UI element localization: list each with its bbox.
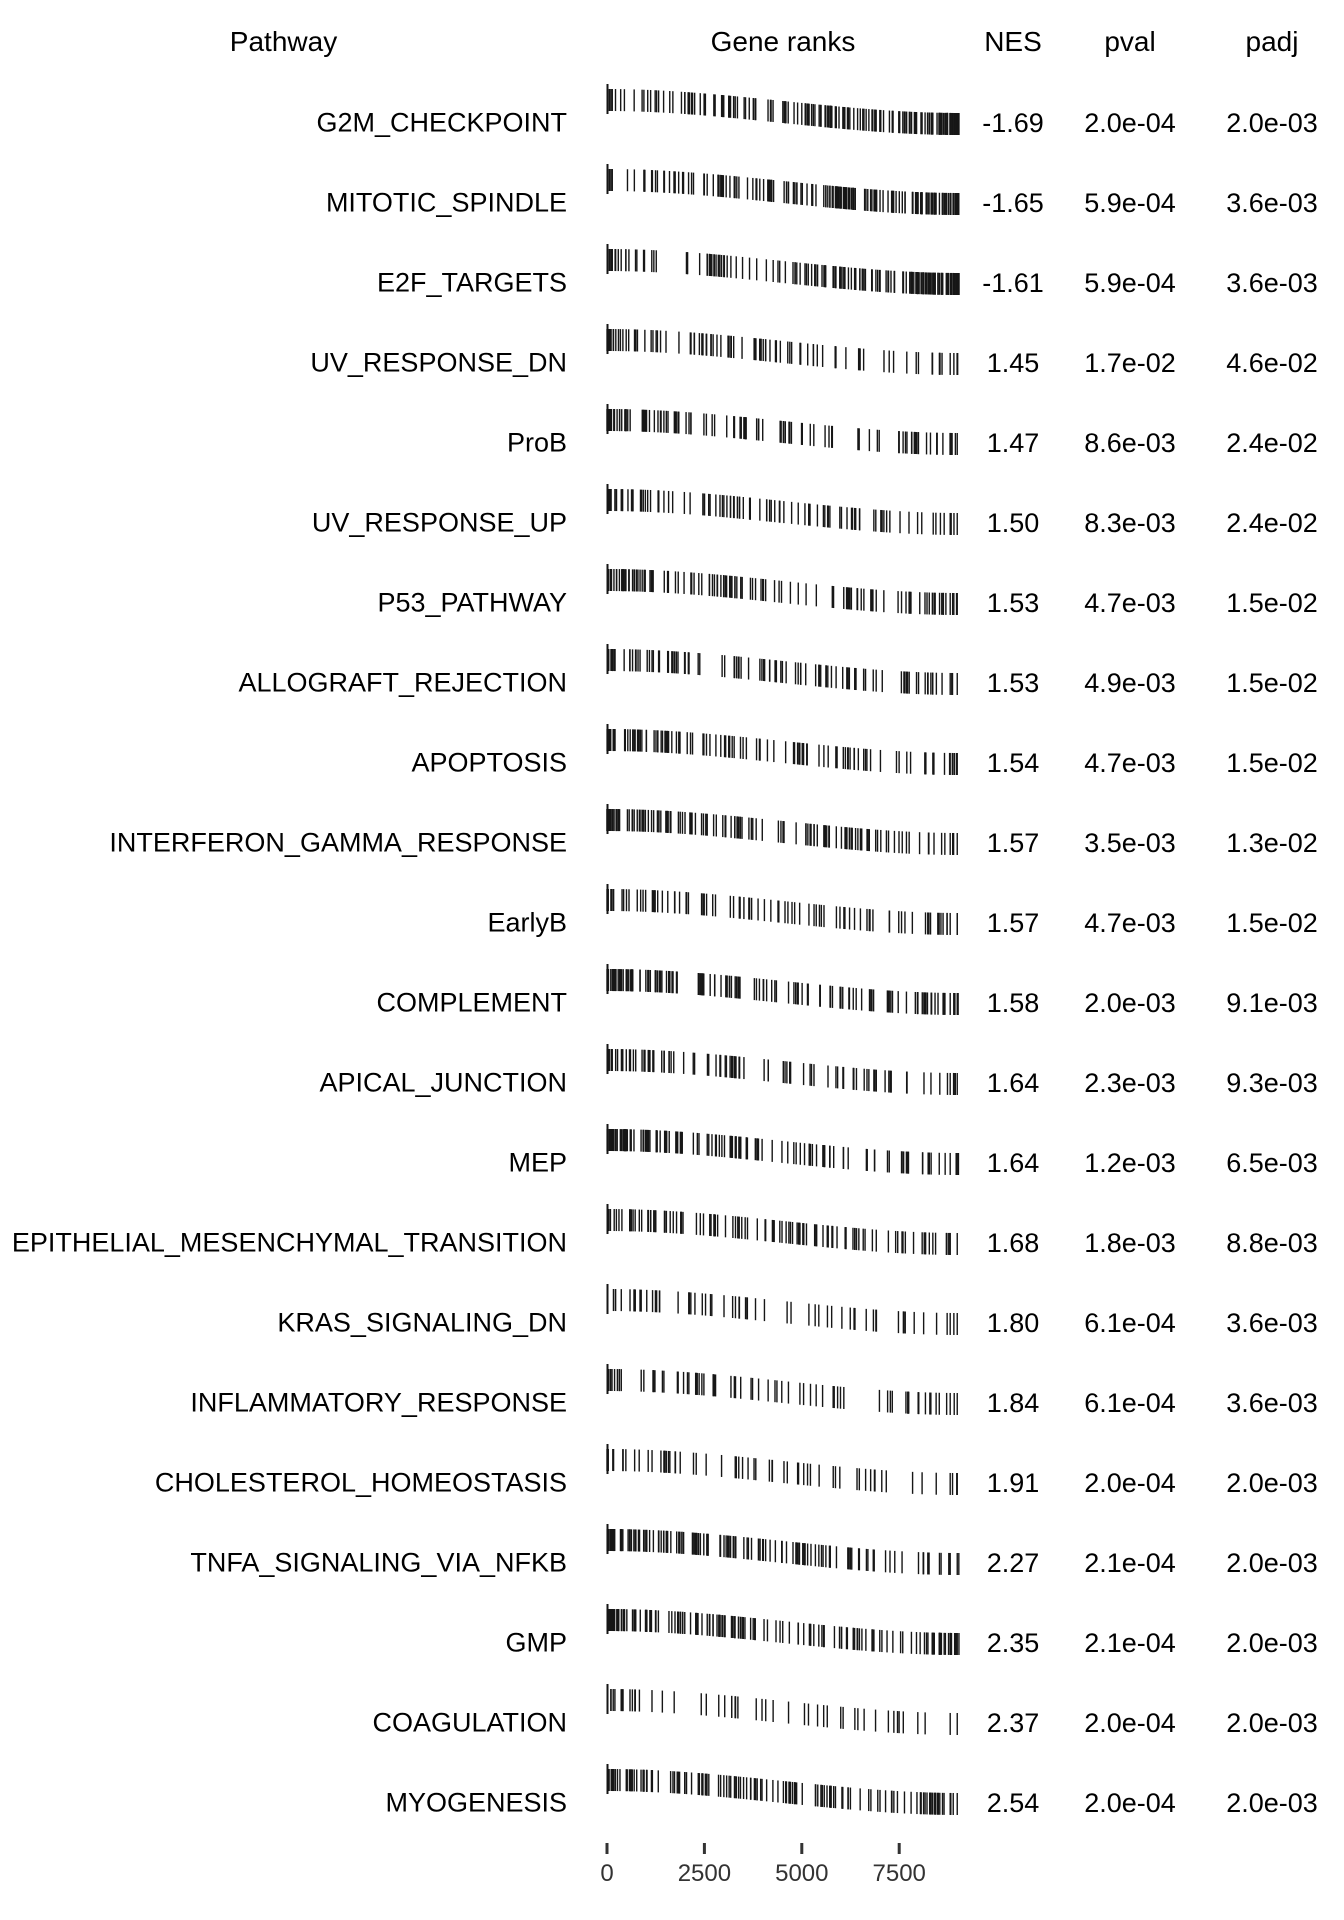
pathway-cell xyxy=(0,1363,567,1443)
gene-ranks-cell xyxy=(600,643,966,723)
padj-value: 1.5e-02 xyxy=(1226,587,1318,618)
gene-ranks-barcode xyxy=(600,1283,966,1363)
pval-value: 2.0e-04 xyxy=(1084,1707,1176,1738)
pval-value: 1.2e-03 xyxy=(1084,1147,1176,1178)
gene-ranks-barcode xyxy=(600,563,966,643)
padj-value: 2.0e-03 xyxy=(1226,1627,1318,1658)
gene-ranks-cell xyxy=(600,723,966,803)
gene-ranks-barcode xyxy=(600,483,966,563)
pathway-cell xyxy=(0,963,567,1043)
gene-ranks-barcode xyxy=(600,723,966,803)
pathway-cell xyxy=(0,563,567,643)
pathway-label: EarlyB xyxy=(487,907,567,938)
table-row xyxy=(0,803,1344,883)
pathway-cell xyxy=(0,163,567,243)
nes-value: 1.80 xyxy=(986,1307,1040,1338)
pval-value: 8.6e-03 xyxy=(1084,427,1176,458)
nes-value: 1.47 xyxy=(986,427,1040,458)
table-row xyxy=(0,1443,1344,1523)
table-row xyxy=(0,403,1344,483)
table-row xyxy=(0,723,1344,803)
padj-value: 8.8e-03 xyxy=(1226,1227,1318,1258)
gene-ranks-barcode xyxy=(600,1523,966,1603)
pathway-cell xyxy=(0,803,567,883)
nes-value: 1.57 xyxy=(986,907,1040,938)
pathway-cell xyxy=(0,1123,567,1203)
pathway-label: KRAS_SIGNALING_DN xyxy=(277,1307,567,1338)
pathway-cell xyxy=(0,723,567,803)
nes-value: 1.53 xyxy=(986,587,1040,618)
padj-value: 3.6e-03 xyxy=(1226,187,1318,218)
pathway-label: MYOGENESIS xyxy=(385,1787,567,1818)
gene-ranks-cell xyxy=(600,483,966,563)
gene-ranks-barcode xyxy=(600,1363,966,1443)
pathway-label: COAGULATION xyxy=(372,1707,567,1738)
pathway-cell xyxy=(0,83,567,163)
table-row xyxy=(0,1763,1344,1843)
x-axis-row xyxy=(0,1843,1344,1920)
gene-ranks-cell xyxy=(600,1203,966,1283)
padj-value: 2.4e-02 xyxy=(1226,427,1318,458)
pathway-cell xyxy=(0,1763,567,1843)
nes-value: -1.61 xyxy=(982,267,1044,298)
padj-value: 2.0e-03 xyxy=(1226,1547,1318,1578)
pathway-label: UV_RESPONSE_UP xyxy=(311,507,567,538)
pval-value: 4.7e-03 xyxy=(1084,907,1176,938)
nes-value: 2.27 xyxy=(986,1547,1040,1578)
header-gene-ranks: Gene ranks xyxy=(710,25,856,57)
gene-ranks-barcode xyxy=(600,1683,966,1763)
pval-value: 4.9e-03 xyxy=(1084,667,1176,698)
gene-ranks-barcode xyxy=(600,1203,966,1283)
nes-value: 2.54 xyxy=(986,1787,1040,1818)
table-row xyxy=(0,1203,1344,1283)
gene-ranks-barcode xyxy=(600,1763,966,1843)
padj-value: 1.5e-02 xyxy=(1226,907,1318,938)
gene-ranks-cell xyxy=(600,1683,966,1763)
table-row xyxy=(0,1603,1344,1683)
table-row xyxy=(0,83,1344,163)
padj-value: 2.0e-03 xyxy=(1226,107,1318,138)
pval-value: 1.8e-03 xyxy=(1084,1227,1176,1258)
table-row xyxy=(0,1523,1344,1603)
pathway-cell xyxy=(0,323,567,403)
padj-value: 1.5e-02 xyxy=(1226,747,1318,778)
pathway-cell xyxy=(0,243,567,323)
table-row xyxy=(0,1043,1344,1123)
pval-value: 8.3e-03 xyxy=(1084,507,1176,538)
pathway-label: GMP xyxy=(505,1627,567,1658)
pathway-label: CHOLESTEROL_HOMEOSTASIS xyxy=(154,1467,567,1498)
pathway-cell xyxy=(0,403,567,483)
table-header xyxy=(0,0,1344,83)
pathway-label: E2F_TARGETS xyxy=(376,267,567,298)
pval-value: 5.9e-04 xyxy=(1084,187,1176,218)
nes-value: 1.84 xyxy=(986,1387,1040,1418)
pathway-cell xyxy=(0,1683,567,1763)
nes-value: 1.53 xyxy=(986,667,1040,698)
gene-ranks-cell xyxy=(600,1763,966,1843)
table-row xyxy=(0,243,1344,323)
gene-ranks-barcode xyxy=(600,963,966,1043)
pval-value: 5.9e-04 xyxy=(1084,267,1176,298)
table-rows xyxy=(0,83,1344,1843)
pathway-label: APOPTOSIS xyxy=(411,747,567,778)
gene-ranks-cell xyxy=(600,1603,966,1683)
pathway-cell xyxy=(0,483,567,563)
x-axis-tick-label: 7500 xyxy=(872,1860,926,1887)
nes-value: 1.50 xyxy=(986,507,1040,538)
pathway-label: P53_PATHWAY xyxy=(377,587,567,618)
table-row xyxy=(0,163,1344,243)
gene-ranks-barcode xyxy=(600,803,966,883)
gene-ranks-cell xyxy=(600,563,966,643)
gene-ranks-cell xyxy=(600,1443,966,1523)
gene-ranks-cell xyxy=(600,323,966,403)
pval-value: 2.0e-04 xyxy=(1084,1787,1176,1818)
padj-value: 2.0e-03 xyxy=(1226,1707,1318,1738)
padj-value: 1.3e-02 xyxy=(1226,827,1318,858)
nes-value: 1.57 xyxy=(986,827,1040,858)
nes-value: 1.64 xyxy=(986,1067,1040,1098)
gene-ranks-barcode xyxy=(600,1043,966,1123)
gene-ranks-barcode xyxy=(600,83,966,163)
pval-value: 2.0e-03 xyxy=(1084,987,1176,1018)
padj-value: 3.6e-03 xyxy=(1226,1307,1318,1338)
table-row xyxy=(0,643,1344,723)
table-row xyxy=(0,483,1344,563)
pathway-label: ALLOGRAFT_REJECTION xyxy=(238,667,567,698)
x-axis-tick-label: 0 xyxy=(600,1860,614,1887)
table-row xyxy=(0,1683,1344,1763)
gene-ranks-cell xyxy=(600,803,966,883)
pval-value: 2.3e-03 xyxy=(1084,1067,1176,1098)
gene-ranks-cell xyxy=(600,83,966,163)
pathway-label: TNFA_SIGNALING_VIA_NFKB xyxy=(190,1547,567,1578)
pathway-cell xyxy=(0,1203,567,1283)
pathway-label: EPITHELIAL_MESENCHYMAL_TRANSITION xyxy=(11,1227,567,1258)
pathway-label: G2M_CHECKPOINT xyxy=(316,107,567,138)
pathway-label: INTERFERON_GAMMA_RESPONSE xyxy=(109,827,567,858)
padj-value: 2.0e-03 xyxy=(1226,1467,1318,1498)
table-row xyxy=(0,883,1344,963)
gene-ranks-cell xyxy=(600,1043,966,1123)
nes-value: -1.65 xyxy=(982,187,1044,218)
padj-value: 4.6e-02 xyxy=(1226,347,1318,378)
gene-ranks-barcode xyxy=(600,883,966,963)
gene-ranks-cell xyxy=(600,1363,966,1443)
header-pathway: Pathway xyxy=(229,25,338,57)
nes-value: 2.37 xyxy=(986,1707,1040,1738)
pathway-cell xyxy=(0,1043,567,1123)
nes-value: 1.54 xyxy=(986,747,1040,778)
pval-value: 2.0e-04 xyxy=(1084,107,1176,138)
pval-value: 2.1e-04 xyxy=(1084,1627,1176,1658)
x-axis-tick-label: 5000 xyxy=(775,1860,829,1887)
nes-value: 1.45 xyxy=(986,347,1040,378)
table-row xyxy=(0,1123,1344,1203)
gene-ranks-barcode xyxy=(600,1443,966,1523)
gene-ranks-cell xyxy=(600,1283,966,1363)
pathway-cell xyxy=(0,643,567,723)
table-row xyxy=(0,563,1344,643)
table-row xyxy=(0,323,1344,403)
pathway-cell xyxy=(0,1603,567,1683)
padj-value: 3.6e-03 xyxy=(1226,267,1318,298)
x-axis xyxy=(600,1843,966,1920)
gene-ranks-cell xyxy=(600,883,966,963)
header-nes: NES xyxy=(984,25,1042,57)
padj-value: 6.5e-03 xyxy=(1226,1147,1318,1178)
pathway-cell xyxy=(0,1443,567,1523)
gene-ranks-barcode xyxy=(600,403,966,483)
padj-value: 2.0e-03 xyxy=(1226,1787,1318,1818)
gene-ranks-cell xyxy=(600,963,966,1043)
pval-value: 4.7e-03 xyxy=(1084,587,1176,618)
pathway-label: ProB xyxy=(506,427,567,458)
pathway-cell xyxy=(0,883,567,963)
gene-ranks-barcode xyxy=(600,243,966,323)
table-row xyxy=(0,963,1344,1043)
nes-value: 1.64 xyxy=(986,1147,1040,1178)
pval-value: 2.1e-04 xyxy=(1084,1547,1176,1578)
header-padj: padj xyxy=(1245,25,1299,57)
nes-value: 1.58 xyxy=(986,987,1040,1018)
nes-value: -1.69 xyxy=(982,107,1044,138)
pval-value: 4.7e-03 xyxy=(1084,747,1176,778)
gene-ranks-barcode xyxy=(600,323,966,403)
pathway-cell xyxy=(0,1523,567,1603)
table-row xyxy=(0,1283,1344,1363)
table-row xyxy=(0,1363,1344,1443)
gene-ranks-cell xyxy=(600,1123,966,1203)
gene-ranks-barcode xyxy=(600,643,966,723)
pval-value: 3.5e-03 xyxy=(1084,827,1176,858)
padj-value: 2.4e-02 xyxy=(1226,507,1318,538)
nes-value: 2.35 xyxy=(986,1627,1040,1658)
gene-ranks-cell xyxy=(600,243,966,323)
padj-value: 9.3e-03 xyxy=(1226,1067,1318,1098)
nes-value: 1.91 xyxy=(986,1467,1040,1498)
gene-ranks-barcode xyxy=(600,1123,966,1203)
padj-value: 9.1e-03 xyxy=(1226,987,1318,1018)
pval-value: 1.7e-02 xyxy=(1084,347,1176,378)
gene-ranks-cell xyxy=(600,163,966,243)
gene-ranks-cell xyxy=(600,1523,966,1603)
x-axis-tick-label: 2500 xyxy=(677,1860,732,1887)
pathway-label: MEP xyxy=(508,1147,567,1178)
pathway-label: UV_RESPONSE_DN xyxy=(310,347,567,378)
pathway-cell xyxy=(0,1283,567,1363)
pathway-label: COMPLEMENT xyxy=(376,987,567,1018)
x-axis-ticks xyxy=(600,1843,966,1920)
pval-value: 6.1e-04 xyxy=(1084,1307,1176,1338)
gene-ranks-cell xyxy=(600,403,966,483)
pathway-label: MITOTIC_SPINDLE xyxy=(325,187,567,218)
pval-value: 6.1e-04 xyxy=(1084,1387,1176,1418)
nes-value: 1.68 xyxy=(986,1227,1040,1258)
header-pval: pval xyxy=(1104,25,1156,57)
pathway-label: APICAL_JUNCTION xyxy=(319,1067,567,1098)
pathway-label: INFLAMMATORY_RESPONSE xyxy=(190,1387,567,1418)
padj-value: 3.6e-03 xyxy=(1226,1387,1318,1418)
padj-value: 1.5e-02 xyxy=(1226,667,1318,698)
gene-ranks-barcode xyxy=(600,163,966,243)
pval-value: 2.0e-04 xyxy=(1084,1467,1176,1498)
gene-ranks-barcode xyxy=(600,1603,966,1683)
